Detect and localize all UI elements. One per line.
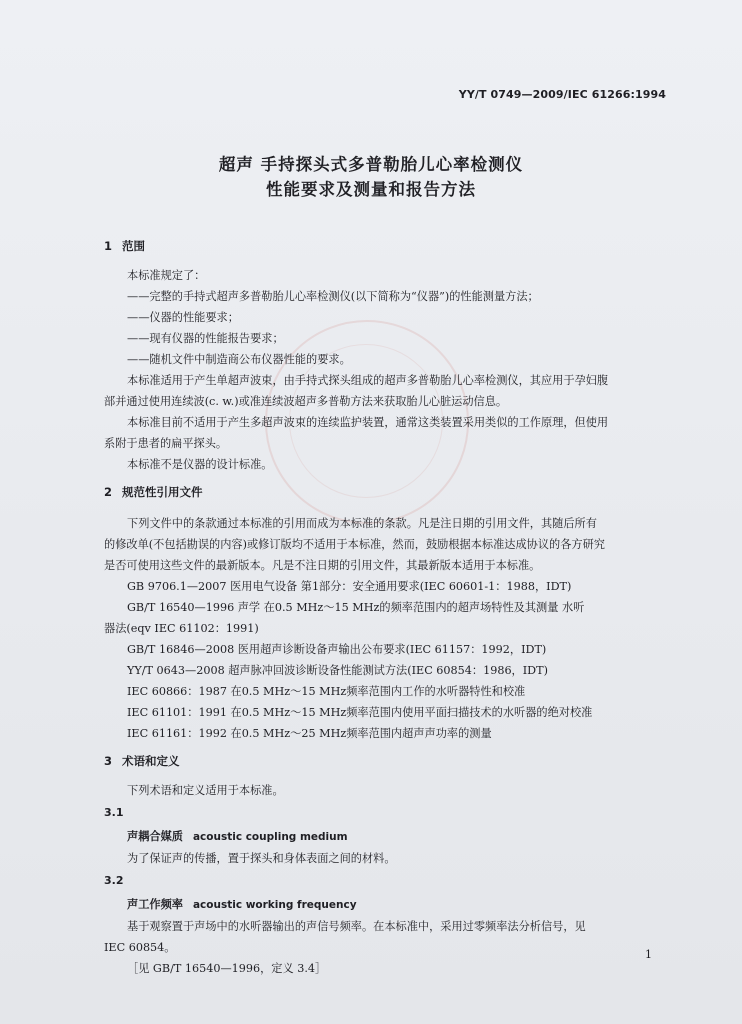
paragraph-line: 下列文件中的条款通过本标准的引用而成为本标准的条款。凡是注日期的引用文件，其随后所有: [127, 517, 597, 530]
reference-item: IEC 60866：1987 在0.5 MHz～15 MHz频率范围内工作的水听器特性和校准: [127, 685, 526, 698]
term-heading: 声工作频率 acoustic working frequency: [127, 897, 357, 911]
definition-line: 为了保证声的传播，置于探头和身体表面之间的材料。: [127, 852, 396, 865]
paragraph-line: 是否可使用这些文件的最新版本。凡是不注日期的引用文件，其最新版本适用于本标准。: [104, 559, 541, 572]
paragraph-line: 下列术语和定义适用于本标准。: [127, 784, 284, 797]
standard-code: YY/T 0749—2009/IEC 61266:1994: [458, 88, 666, 101]
reference-item: GB 9706.1—2007 医用电气设备 第1部分：安全通用要求(IEC 60601-1：1988，IDT): [127, 580, 572, 593]
section-3-heading: 3 术语和定义: [104, 754, 180, 768]
paragraph-line: 的修改单(不包括勘误的内容)或修订版均不适用于本标准，然而，鼓励根据本标准达成协议的各方研究: [104, 538, 605, 551]
paragraph-line: 本标准适用于产生单超声波束，由手持式探头组成的超声多普勒胎儿心率检测仪，其应用于孕妇腹: [127, 374, 609, 387]
title-line-2: 性能要求及测量和报告方法: [266, 180, 476, 199]
reference-item: IEC 61161：1992 在0.5 MHz～25 MHz频率范围内超声声功率的测量: [127, 727, 492, 740]
paragraph-line: 系附于患者的扁平探头。: [104, 437, 228, 450]
definition-source: ［见 GB/T 16540—1996，定义 3.4］: [127, 962, 327, 975]
reference-item: YY/T 0643—2008 超声脉冲回波诊断设备性能测试方法(IEC 60854：1986，IDT): [127, 664, 548, 677]
paragraph-line: 本标准不是仪器的设计标准。: [127, 458, 273, 471]
reference-item: GB/T 16540—1996 声学 在0.5 MHz～15 MHz的频率范围内的超声场特性及其测量 水听: [127, 601, 585, 614]
page-number: 1: [645, 948, 652, 961]
list-item: ——现有仪器的性能报告要求；: [127, 332, 284, 345]
definition-line: 基于观察置于声场中的水听器输出的声信号频率。在本标准中，采用过零频率法分析信号，见: [127, 920, 586, 933]
title-line-1: 超声 手持探头式多普勒胎儿心率检测仪: [218, 155, 524, 174]
reference-item: IEC 61101：1991 在0.5 MHz～15 MHz频率范围内使用平面扫描技术的水听器的绝对校准: [127, 706, 593, 719]
reference-item: GB/T 16846—2008 医用超声诊断设备声输出公布要求(IEC 61157：1992，IDT): [127, 643, 547, 656]
clause-number: 3.1: [104, 806, 124, 819]
term-heading: 声耦合媒质 acoustic coupling medium: [127, 829, 348, 843]
list-item: ——完整的手持式超声多普勒胎儿心率检测仪(以下简称为“仪器”)的性能测量方法；: [127, 290, 539, 303]
section-1-heading: 1 范围: [104, 239, 145, 253]
list-item: ——随机文件中制造商公布仪器性能的要求。: [127, 353, 351, 366]
reference-item: 器法(eqv IEC 61102：1991): [104, 622, 259, 635]
paragraph-line: 本标准规定了：: [127, 269, 206, 282]
paragraph-line: 本标准目前不适用于产生多超声波束的连续监护装置，通常这类装置采用类似的工作原理，但使用: [127, 416, 609, 429]
section-2-heading: 2 规范性引用文件: [104, 485, 203, 499]
clause-number: 3.2: [104, 874, 124, 887]
paragraph-line: 部并通过使用连续波(c. w.)或准连续波超声多普勒方法来获取胎儿心脏运动信息。: [104, 395, 508, 408]
definition-line: IEC 60854。: [104, 941, 176, 954]
list-item: ——仪器的性能要求；: [127, 311, 239, 324]
